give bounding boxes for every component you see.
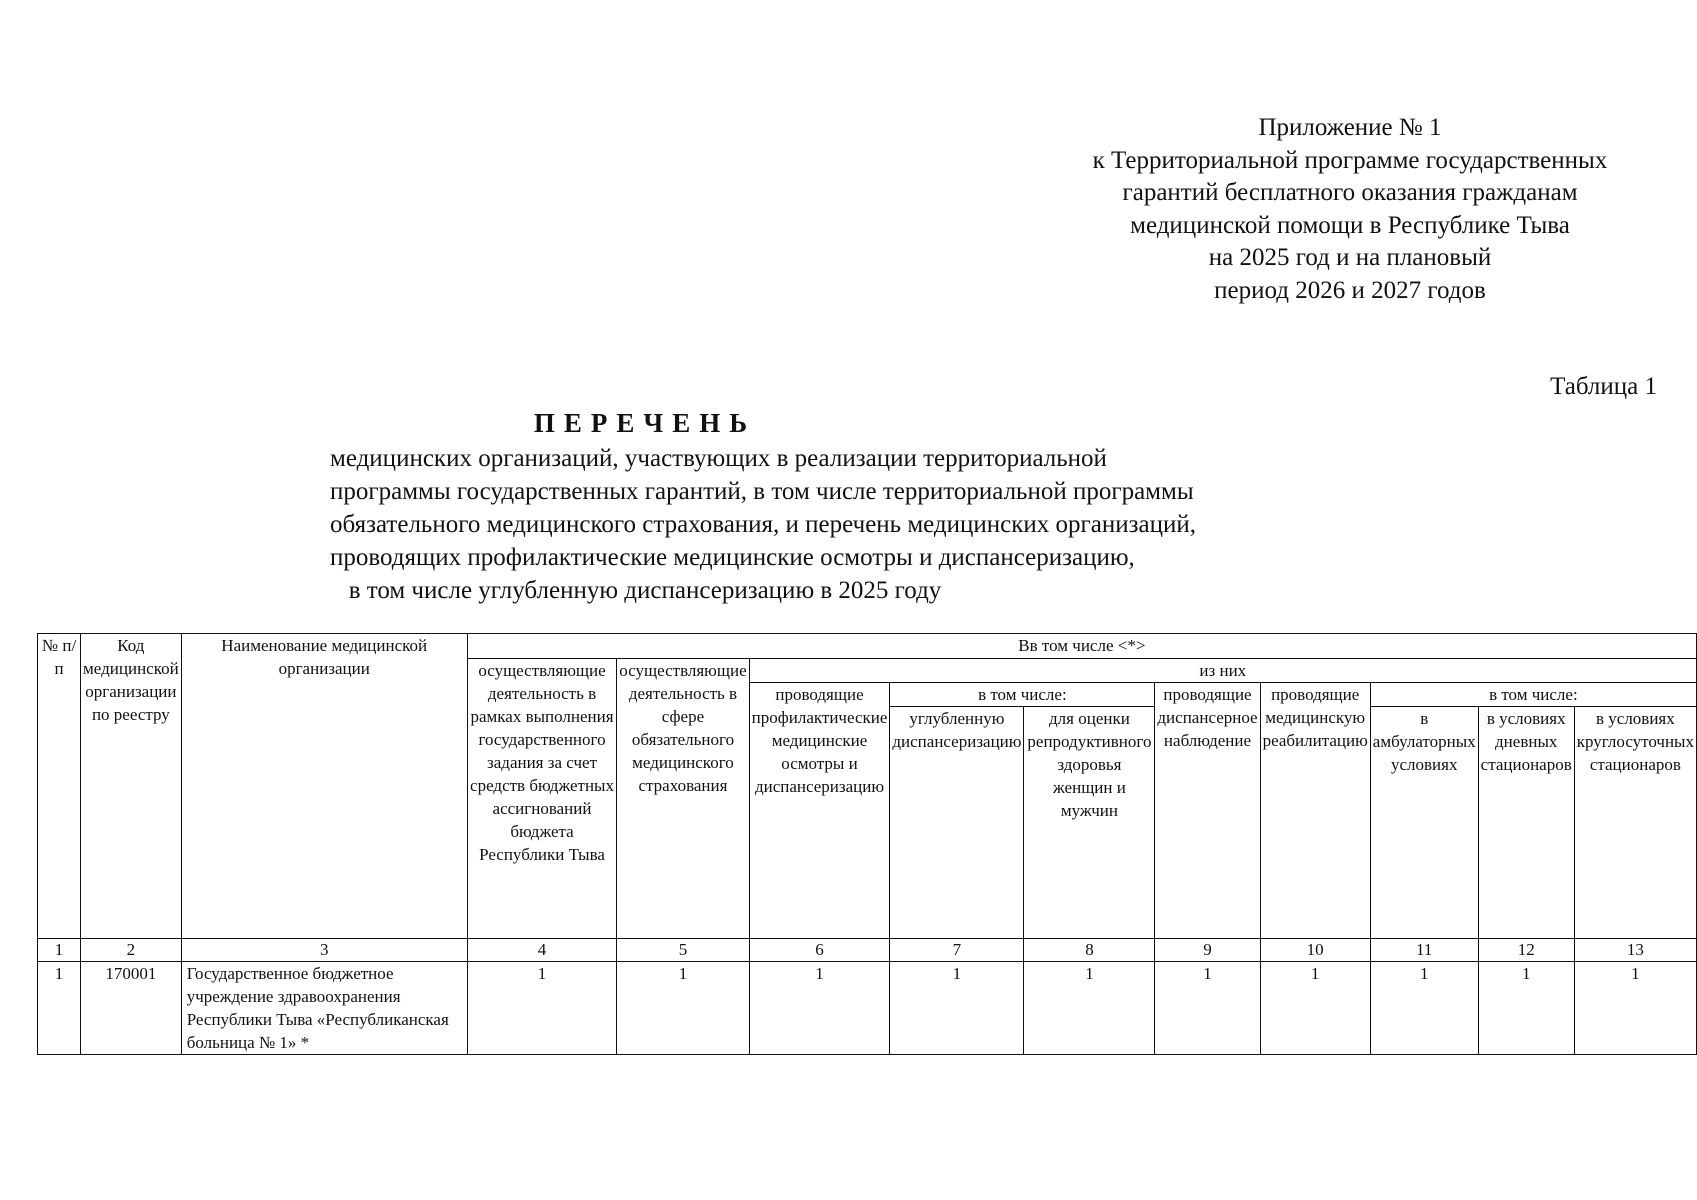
row-code: 170001 [81,962,182,1055]
row-value: 1 [1478,962,1574,1055]
column-number: 12 [1478,939,1574,962]
column-number: 10 [1260,939,1370,962]
row-num: 1 [38,962,81,1055]
row-value: 1 [617,962,749,1055]
document-title [330,406,1196,607]
table-label: Таблица 1 [1550,373,1657,400]
appendix-line: к Территориальной программе государственных [1092,146,1608,174]
column-number: 5 [617,939,749,962]
column-number: 13 [1574,939,1696,962]
row-value: 1 [467,962,617,1055]
header-day: в условиях дневных стационаров [1478,707,1574,939]
header-deep: углубленную диспансеризацию [890,707,1024,939]
header-oms: осуществляющие деятельность в сфере обязательного медицинского страхования [617,659,749,939]
appendix-header [1040,112,1660,307]
header-prof: проводящие профилактические медицинские осмотры и диспансеризацию [749,683,890,939]
header-amb: в амбулаторных условиях [1370,707,1478,939]
column-number: 9 [1155,939,1260,962]
subtitle-line: в том числе углубленную диспансеризацию в 2025 году [348,577,942,604]
column-number: 7 [890,939,1024,962]
row-value: 1 [1370,962,1478,1055]
appendix-line: гарантий бесплатного оказания гражданам [1122,179,1578,206]
header-code: Код медицинской организации по реестру [81,634,182,939]
header-budget: осуществляющие деятельность в рамках выполнения государственного задания за счет средств бюджетных ассигнований бюджета Республики Тыва [467,659,617,939]
title-subtitle [330,442,1196,607]
header-incl-b: в том числе: [1370,683,1696,707]
appendix-line: Приложение № 1 [1258,114,1442,141]
row-name: Государственное бюджетное учреждение здравоохранения Республики Тыва «Республиканская больница № 1» * [181,962,467,1055]
row-value: 1 [749,962,890,1055]
subtitle-line: медицинских организаций, участвующих в реализации территориальной [330,445,1107,472]
header-num: № п/п [38,634,81,939]
row-value: 1 [1155,962,1260,1055]
subtitle-line: проводящих профилактические медицинские осмотры и диспансеризацию, [330,544,1135,571]
table-row [38,962,1697,1055]
column-number: 2 [81,939,182,962]
subtitle-line: обязательного медицинского страхования, и перечень медицинских организаций, [330,511,1196,538]
header-disp: проводящие диспансерное наблюдение [1155,683,1260,939]
column-number: 4 [467,939,617,962]
header-rehab: проводящие медицинскую реабилитацию [1260,683,1370,939]
row-value: 1 [1260,962,1370,1055]
row-value: 1 [890,962,1024,1055]
appendix-line: период 2026 и 2027 годов [1214,276,1486,304]
appendix-line: медицинской помощи в Республике Тыва [1130,211,1570,239]
appendix-line: на 2025 год и на плановый [1208,244,1492,271]
header-repro: для оценки репродуктивного здоровья женщин и мужчин [1024,707,1155,939]
header-incl-a: в том числе: [890,683,1155,707]
row-value: 1 [1024,962,1155,1055]
column-number: 3 [181,939,467,962]
column-number: 11 [1370,939,1478,962]
column-number: 8 [1024,939,1155,962]
header-of-them: из них [749,659,1696,683]
header-including: Вв том числе <*> [467,634,1696,659]
title-main: ПЕРЕЧЕНЬ [533,408,757,438]
subtitle-line: программы государственных гарантий, в том числе территориальной программы [330,478,1194,505]
header-round: в условиях круглосуточных стационаров [1574,707,1696,939]
row-value: 1 [1574,962,1696,1055]
column-number: 6 [749,939,890,962]
header-name: Наименование медицинской организации [181,634,467,939]
column-number: 1 [38,939,81,962]
organizations-table [37,633,1697,1055]
